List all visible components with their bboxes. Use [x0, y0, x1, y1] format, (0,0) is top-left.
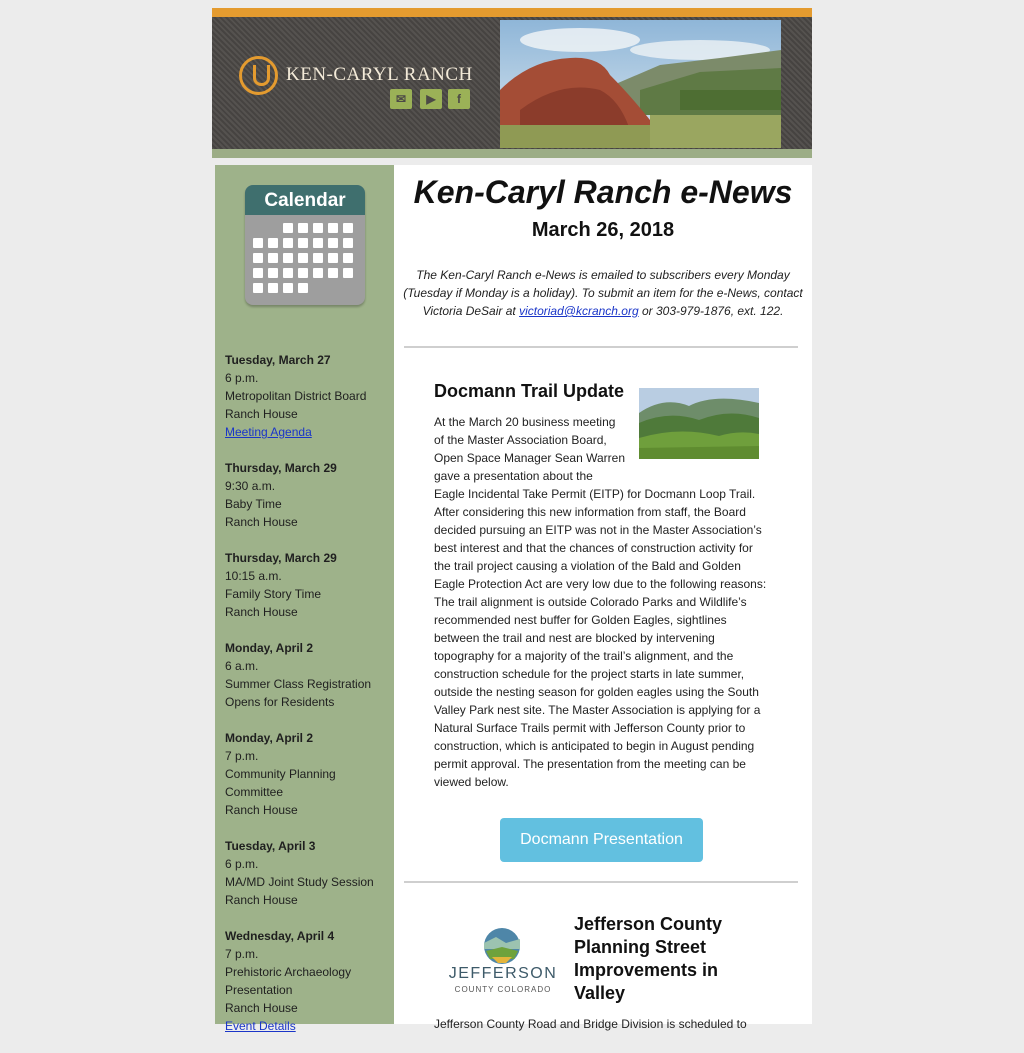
event-time: 6 p.m. [225, 857, 259, 871]
calendar-day-cell [298, 238, 308, 248]
event-item [225, 837, 385, 909]
calendar-day-cell [253, 253, 263, 263]
event-time: 7 p.m. [225, 749, 259, 763]
article-body-start: Jefferson County Road and Bridge Division is scheduled to [434, 1017, 747, 1031]
event-title: Baby Time [225, 497, 282, 511]
event-location: Ranch House [225, 515, 298, 529]
event-date: Wednesday, April 4 [225, 929, 335, 943]
intro-text [398, 266, 808, 320]
event-location: Ranch House [225, 893, 298, 907]
calendar-day-cell [283, 238, 293, 248]
calendar-day-cell [298, 253, 308, 263]
event-date: Monday, April 2 [225, 641, 314, 655]
meeting-agenda-link[interactable]: Meeting Agenda [225, 425, 312, 439]
jeffco-logo-name: JEFFERSON [448, 965, 558, 982]
brand-name[interactable]: KEN-CARYL RANCH [286, 64, 473, 85]
calendar-day-cell [298, 268, 308, 278]
docmann-presentation-button[interactable]: Docmann Presentation [500, 818, 703, 862]
event-title: Family Story Time [225, 587, 322, 601]
event-date: Monday, April 2 [225, 731, 314, 745]
main-content [394, 165, 812, 1031]
intro-text-start: The Ken-Caryl Ranch e-News is emailed to subscribers every Monday (Tuesday if Monday is a holiday). To submit an item for the e-News, contact Victoria DeSair at [403, 268, 803, 318]
calendar-day-cell [253, 268, 263, 278]
calendar-day-cell [313, 253, 323, 263]
calendar-day-cell [283, 268, 293, 278]
calendar-day-cell [328, 253, 338, 263]
article-line: At the March 20 business meeting [434, 415, 616, 429]
email-icon[interactable]: ✉ [390, 89, 412, 109]
article-title: Docmann Trail Update [434, 381, 625, 401]
event-time: 6 a.m. [225, 659, 259, 673]
contact-email-link[interactable]: victoriad@kcranch.org [519, 304, 639, 318]
divider [404, 346, 798, 348]
event-location: Ranch House [225, 1001, 298, 1015]
calendar-day-cell [328, 238, 338, 248]
event-item [225, 729, 385, 819]
calendar-day-cell [343, 253, 353, 263]
calendar-day-cell [343, 268, 353, 278]
event-title: Summer Class Registration [225, 677, 372, 691]
event-time: 6 p.m. [225, 371, 259, 385]
youtube-icon[interactable]: ▶ [420, 89, 442, 109]
calendar-day-cell [313, 223, 323, 233]
event-item [225, 459, 385, 531]
event-title: Metropolitan District Board [225, 389, 367, 403]
event-title: Community Planning [225, 767, 336, 781]
event-location: Ranch House [225, 803, 298, 817]
jefferson-county-logo [444, 925, 562, 999]
orange-top-bar [212, 8, 812, 17]
calendar-day-cell [343, 238, 353, 248]
article-text-wrap [434, 413, 634, 485]
event-title-cont: Committee [225, 785, 284, 799]
event-title: Prehistoric Archaeology [225, 965, 352, 979]
divider [404, 881, 798, 883]
event-time: 10:15 a.m. [225, 569, 282, 583]
calendar-day-cell [313, 268, 323, 278]
calendar-day-cell [268, 238, 278, 248]
calendar-day-cell [268, 283, 278, 293]
calendar-label: Calendar [245, 185, 365, 215]
header-landscape-photo [500, 20, 781, 148]
article-body: Eagle Incidental Take Permit (EITP) for Docmann Loop Trail. After considering this new information from staff, the Board decided pursuing an EITP was not in the Master Association’s best interest and that the chances of construction activity for the trail project causing a violation of the Bald and Golden Eagle Protection Act are very low due to the following reasons: The trail alignment is outside Colorado Parks and Wildlife’s recommended nest buffer for Golden Eagles, sightlines between the trail and nest are blocked by intervening topography for a majority of the trail’s alignment, and the construction schedule for the project starts in late summer, outside the nesting season for golden eagles using the South Valley Park nest site. The Master Association is applying for a Natural Surface Trails permit with Jefferson County prior to construction, which is anticipated to begin in August pending permit approval. The presentation from the meeting can be viewed below. [434, 487, 767, 789]
calendar-day-cell [268, 253, 278, 263]
calendar-day-cell [283, 253, 293, 263]
calendar-day-cell [313, 238, 323, 248]
event-details-link[interactable]: Event Details [225, 1019, 296, 1033]
article-line: Open Space Manager Sean Warren [434, 451, 625, 465]
event-location: Ranch House [225, 407, 298, 421]
event-time: 9:30 a.m. [225, 479, 276, 493]
article-line: of the Master Association Board, [434, 433, 607, 447]
calendar-day-cell [328, 223, 338, 233]
newsletter [212, 0, 812, 1033]
header-banner [212, 17, 812, 149]
event-title: MA/MD Joint Study Session [225, 875, 374, 889]
calendar-day-cell [283, 283, 293, 293]
calendar-day-cell [253, 238, 263, 248]
facebook-icon[interactable]: f [448, 89, 470, 109]
event-location: Ranch House [225, 605, 298, 619]
event-date: Thursday, March 29 [225, 551, 337, 565]
event-title-cont: Opens for Residents [225, 695, 335, 709]
event-item [225, 549, 385, 621]
event-date: Tuesday, March 27 [225, 353, 331, 367]
event-item [225, 927, 385, 1035]
event-item [225, 351, 385, 441]
calendar-day-cell [298, 283, 308, 293]
article-line: gave a presentation about the [434, 469, 593, 483]
calendar-day-cell [253, 283, 263, 293]
calendar-icon [245, 185, 365, 305]
event-title-cont: Presentation [225, 983, 293, 997]
green-header-bar [212, 149, 812, 158]
ken-caryl-logo-icon[interactable] [239, 56, 278, 95]
trail-photo [639, 388, 759, 459]
calendar-sidebar [215, 165, 394, 1033]
calendar-day-cell [283, 223, 293, 233]
jeffco-emblem-icon [482, 927, 522, 965]
intro-text-end: or 303-979-1876, ext. 122. [638, 304, 784, 318]
article-title: Jefferson County Planning Street Improvements in Valley [574, 914, 723, 1003]
newsletter-date: March 26, 2018 [531, 219, 675, 241]
event-time: 7 p.m. [225, 947, 259, 961]
calendar-day-cell [298, 223, 308, 233]
calendar-day-cell [343, 223, 353, 233]
event-date: Thursday, March 29 [225, 461, 337, 475]
event-item [225, 639, 385, 711]
event-list [225, 351, 385, 1053]
calendar-day-cell [268, 268, 278, 278]
jeffco-logo-sub: COUNTY COLORADO [454, 985, 552, 994]
calendar-day-cell [328, 268, 338, 278]
newsletter-title: Ken-Caryl Ranch e-News [413, 174, 793, 210]
event-date: Tuesday, April 3 [225, 839, 316, 853]
